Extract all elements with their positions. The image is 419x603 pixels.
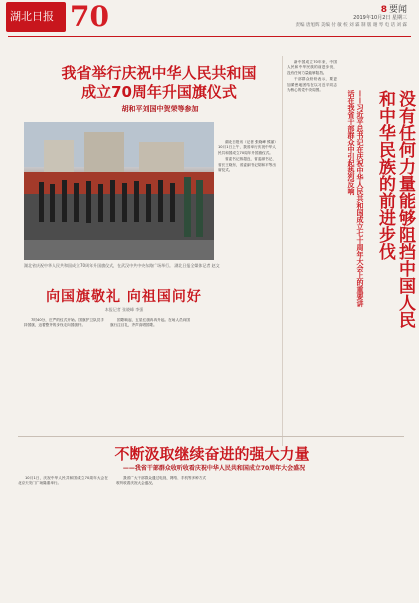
ceremony-illustration (24, 122, 214, 260)
side-subhead: ——习近平总书记在庆祝中华人民共和国成立七十周年大会上的重要讲话在我省干部群众中引起热烈反响 (347, 90, 364, 307)
page-number-value: 8 (380, 5, 387, 15)
bottom-subhead: ——我省干部群众收听收看庆祝中华人民共和国成立70周年大会盛况 (122, 465, 306, 472)
publication-date: 2019年10月2日 星期三 (353, 15, 407, 21)
bottom-paragraph: 我省广大干部群众通过电视、网络、手机等多种方式收听收看庆祝大会盛况。 (116, 476, 206, 486)
anniversary-logo: 70 (70, 0, 109, 33)
editor-credits: 责编 唐旭辉 美编 付 敏 校 刘 霖 制 版 谢 琴 电 话 刘 霖 (295, 23, 407, 28)
section-name: 要闻 (388, 5, 407, 15)
bottom-headline: 不断汲取继续奋进的强大力量 (114, 445, 310, 463)
bottom-paragraph: 10月1日，庆祝中华人民共和国成立70周年大会在北京天安门广场隆重举行。 (18, 476, 108, 486)
lead-story-column (218, 140, 276, 280)
side-paragraph: 干部群众纷纷表示，要更加紧密地团结在以习近平同志为核心的党中央周围。 (287, 77, 337, 93)
side-story-column (287, 60, 337, 390)
masthead (0, 0, 419, 40)
photo-caption (24, 263, 234, 269)
header-rule (8, 36, 411, 37)
lead-paragraph: 湖北日报讯（记者 张晓峰 熊丽）10月1日上午，我省举行庆祝中华人民共和国成立70周年升国旗仪式。 (218, 140, 276, 155)
lead-paragraph: 省委书记蒋超良，省委副书记、省长王晓东，省委副书记胡和平等出席仪式。 (218, 157, 276, 173)
ceremony-photo (24, 122, 214, 260)
second-paragraph: 7时40分，庄严的仪式开始。国旗护卫队员手持国旗，迈着整齐的步伐走向国旗杆。 (24, 318, 104, 328)
second-story-column (110, 318, 190, 428)
photo-caption-text: 湖北省庆祝中华人民共和国成立70周年升国旗仪式，在武汉中共中央东路广场举行。 (24, 263, 174, 268)
section-rule (18, 436, 404, 437)
side-headline: 没有任何力量能够阻挡中国人民和中华民族的前进步伐 (375, 90, 415, 328)
bottom-story-column (18, 476, 108, 594)
second-headline: 向国旗敬礼 向祖国问好 (46, 289, 202, 305)
second-story-column (24, 318, 104, 428)
second-paragraph: 国歌响起，五星红旗冉冉升起。在场人员向国旗行注目礼，齐声高唱国歌。 (110, 318, 190, 328)
lead-subhead: 胡和平刘国中贺荣等参加 (121, 105, 199, 113)
lead-headline-line1: 我省举行庆祝中华人民共和国 (61, 64, 257, 82)
side-paragraph: 新中国成立70年来，中国人民和中华民族的前进步伐，没有任何力量能够阻挡。 (287, 60, 337, 75)
lead-headline-line2: 成立70周年升国旗仪式 (81, 83, 237, 101)
newspaper-logo: 湖北日报 (6, 2, 66, 32)
column-divider (282, 56, 283, 446)
second-byline: 本报记者 张晓峰 李强 (104, 307, 144, 312)
photo-credit: 湖北日报全媒体记者 赵文 (174, 263, 220, 268)
lead-headline (44, 64, 274, 102)
bottom-story-column (116, 476, 206, 594)
